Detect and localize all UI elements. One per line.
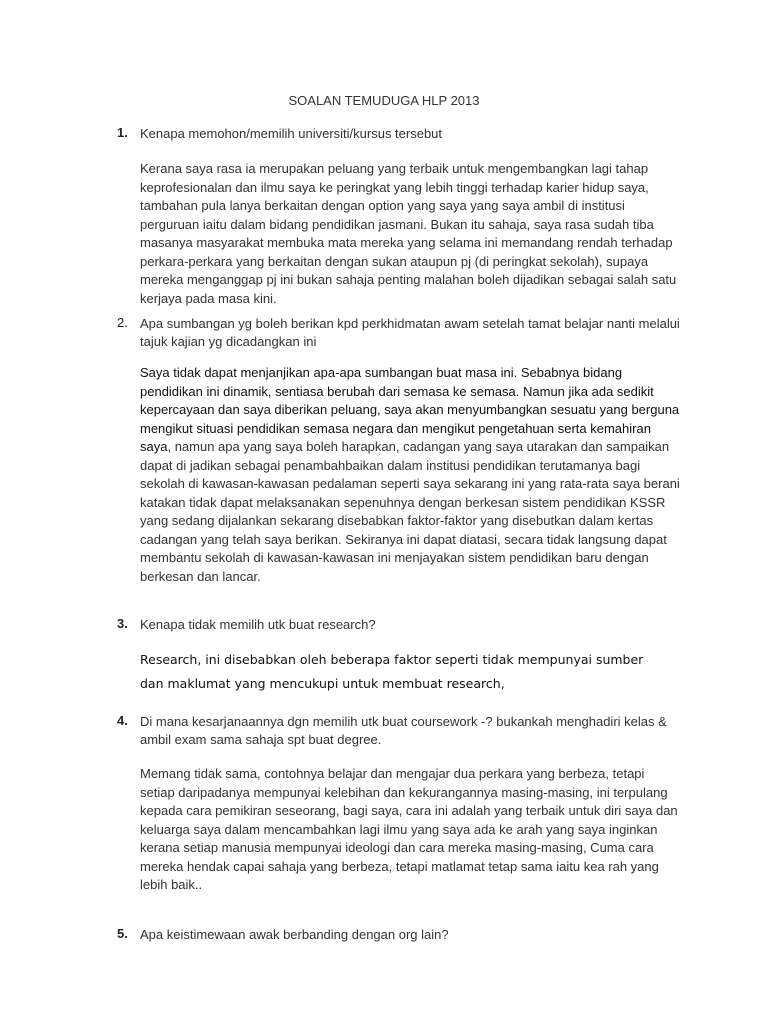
answer-text-part2: , namun apa yang saya boleh harapkan, cadangan yang saya utarakan dan sampaikan dapat di jadikan sebagai penambahbaikan dalam institusi pendidikan terutamanya bagi sekolah di kawasan-kawasan pedalaman seperti saya sekarang ini yang rata-rata saya berani katakan tidak dapat melaksanakan sepenuhnya dengan berkesan sistem pendidikan KSSR yang sedang dijalankan sekarang disebabkan faktor-faktor yang disebutkan dalam kertas cadangan yang telah saya berikan. Sekiranya ini dapat diatasi, secara tidak langsung dapat membantu sekolah di kawasan-kawasan ini menjayakan sistem pendidikan baru dengan berkesan dan lancar. bbox=[140, 439, 680, 584]
document-title: SOALAN TEMUDUGA HLP 2013 bbox=[288, 93, 480, 108]
question-number: 2. bbox=[117, 315, 128, 330]
question-text: Apa sumbangan yg boleh berikan kpd perkhidmatan awam setelah tamat belajar nanti melalui tajuk kajian yg dicadangkan ini bbox=[140, 316, 680, 349]
question-number: 3. bbox=[117, 616, 128, 631]
question-text: Kenapa memohon/memilih universiti/kursus tersebut bbox=[140, 126, 443, 141]
answer-text bbox=[140, 364, 680, 586]
question-number: 5. bbox=[117, 926, 128, 941]
question-text: Kenapa tidak memilih utk buat research? bbox=[140, 617, 376, 632]
question-number: 4. bbox=[117, 713, 128, 728]
question-number: 1. bbox=[117, 125, 128, 140]
question-text: Apa keistimewaan awak berbanding dengan org lain? bbox=[140, 927, 449, 942]
answer-text-part1: Saya tidak dapat menjanjikan apa-apa sumbangan buat masa ini. Sebabnya bidang pendidikan ini dinamik, sentiasa berubah dari semasa ke semasa. Namun jika ada sedikit kepercayaan dan saya diberikan peluang, saya akan menyumbangkan sesuatu yang berguna mengikut situasi pendidikan semasa negara dan mengikut pengetahuan serta kemahiran saya bbox=[140, 365, 680, 454]
answer-text: Memang tidak sama, contohnya belajar dan mengajar dua perkara yang berbeza, tetapi setiap daripadanya mempunyai kelebihan dan kekurangannya masing-masing, ini terpulang kepada cara pemikiran seseorang, bagi saya, cara ini adalah yang terbaik untuk diri saya dan keluarga saya dalam mencambahkan lagi ilmu yang saya ada ke arah yang saya inginkan kerana setiap manusia mempunyai ideologi dan cara mereka masing-masing, Cuma cara mereka hendak capai sahaja yang berbeza, tetapi matlamat tetap sama iaitu kea rah yang lebih baik.. bbox=[140, 766, 678, 892]
answer-text: Research, ini disebabkan oleh beberapa faktor seperti tidak mempunyai sumber dan maklumat yang mencukupi untuk membuat research, bbox=[140, 652, 644, 691]
question-text: Di mana kesarjanaannya dgn memilih utk buat coursework -? bukankah menghadiri kelas & ambil exam sama sahaja spt buat degree. bbox=[140, 714, 667, 747]
answer-text: Kerana saya rasa ia merupakan peluang yang terbaik untuk mengembangkan lagi tahap keprofesionalan dan ilmu saya ke peringkat yang lebih tinggi terhadap karier hidup saya, tambahan pula lanya berkaitan dengan option yang saya yang saya ambil di institusi perguruan iaitu dalam bidang pendidikan jasmani. Bukan itu sahaja, saya rasa sudah tiba masanya masyarakat membuka mata mereka yang selama ini memandang rendah terhadap perkara-perkara yang berkaitan dengan sukan ataupun pj (di peringkat sekolah), supaya mereka menganggap pj ini bukan sahaja penting malahan boleh dijadikan sebagai salah satu kerjaya pada masa kini. bbox=[140, 161, 677, 306]
